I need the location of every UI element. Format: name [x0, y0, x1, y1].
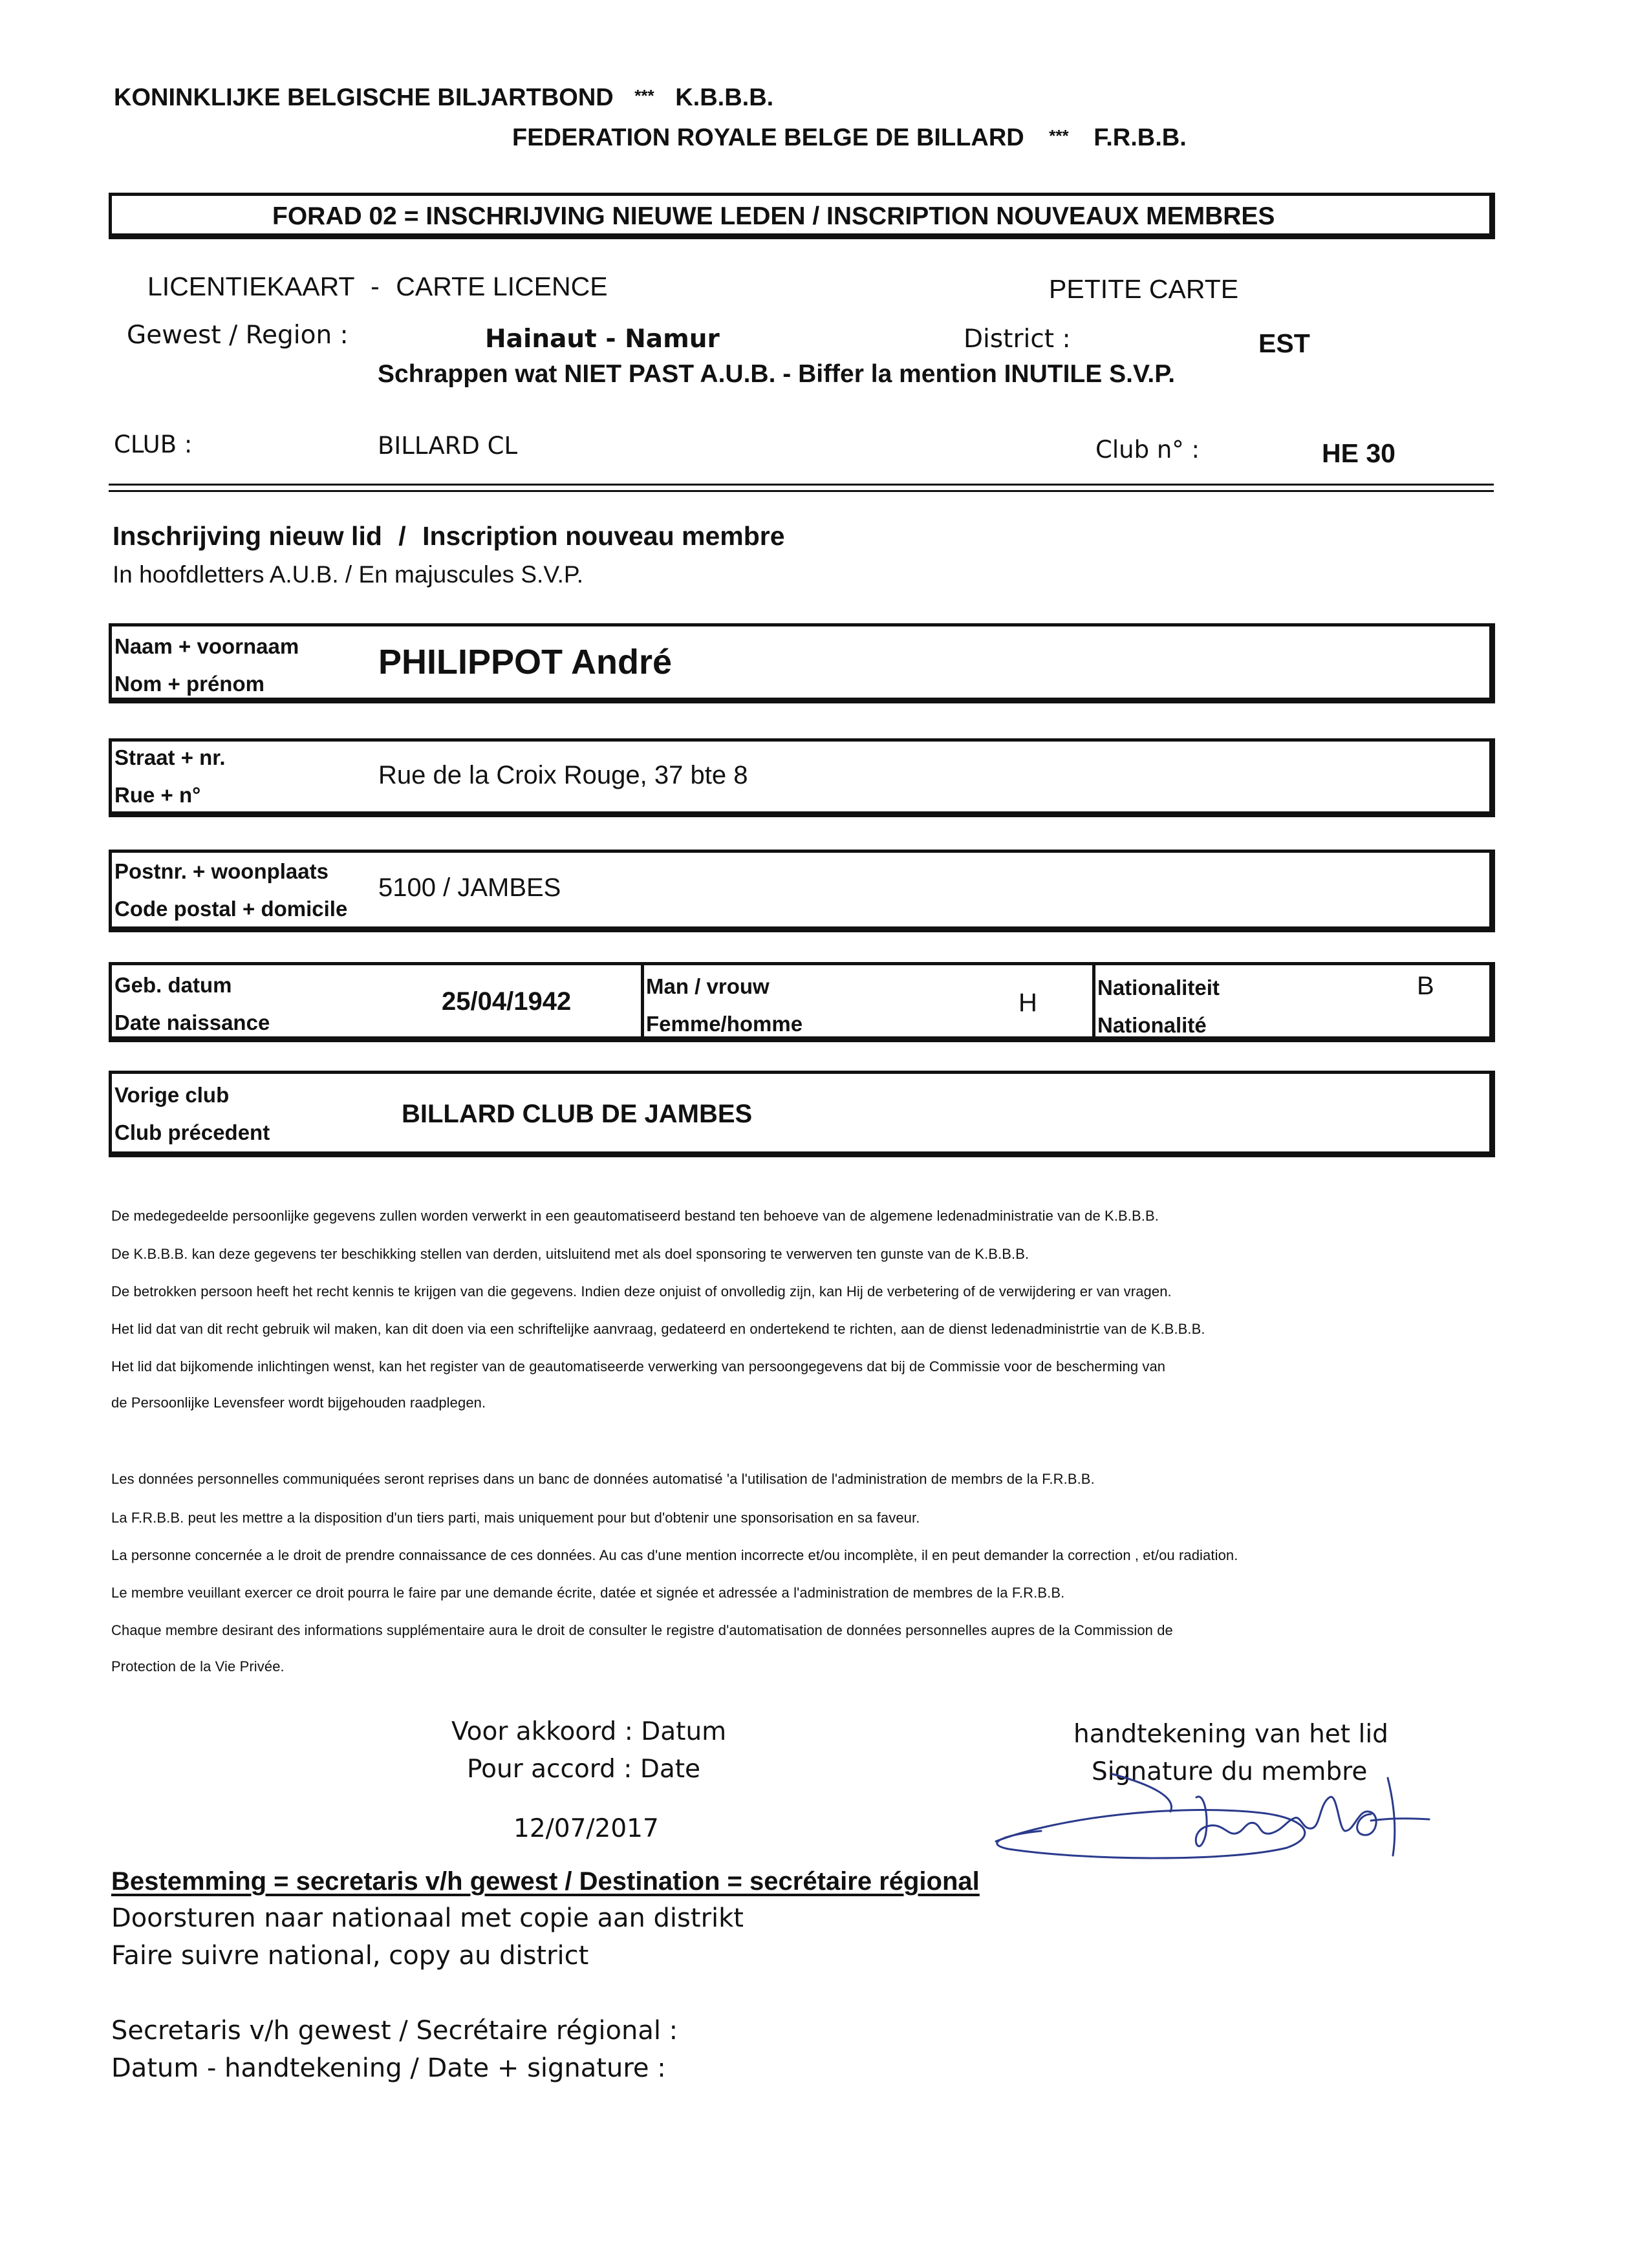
signature-label-nl: handtekening van het lid [1073, 1720, 1388, 1749]
strike-note: Schrappen wat NIET PAST A.U.B. - Biffer la mention INUTILE S.V.P. [378, 360, 1176, 388]
licence-type-fr: CARTE LICENCE [396, 272, 608, 301]
privacy-nl-line-2: De K.B.B.B. kan deze gegevens ter beschikking stellen van derden, uitsluitend met als doel sponsoring te verwerven ten gunste van de K.B.B.B. [111, 1246, 1029, 1262]
licence-type-nl: LICENTIEKAART [147, 272, 354, 301]
form-title: FORAD 02 = INSCHRIJVING NIEUWE LEDEN / INSCRIPTION NOUVEAUX MEMBRES [272, 202, 1275, 230]
postal-label-fr: Code postal + domicile [114, 897, 348, 921]
club-name: BILLARD CL [378, 432, 518, 460]
destination-line-fr: Faire suivre national, copy au district [111, 1941, 589, 1971]
org-line-fr [512, 124, 1187, 152]
name-value: PHILIPPOT André [378, 643, 673, 681]
privacy-nl-line-4: Het lid dat van dit recht gebruik wil maken, kan dit doen via een schriftelijke aanvraag, gedateerd en ondertekend te richten, aan de dienst ledenadministrtie van de K.B.B.B. [111, 1321, 1205, 1337]
privacy-nl-line-1: De medegedeelde persoonlijke gegevens zullen worden verwerkt in een geautomatiseerd bestand ten behoeve van de algemene ledenadministratie van de K.B.B.B. [111, 1208, 1159, 1224]
birth-sex-nationality-box [109, 962, 1495, 1042]
previous-club-box [109, 1071, 1495, 1157]
name-label-fr: Nom + prénom [114, 672, 264, 696]
sex-value: H [1018, 989, 1037, 1017]
district-label: District : [964, 325, 1071, 354]
agreement-label-nl: Voor akkoord : Datum [451, 1717, 727, 1746]
privacy-fr-line-1: Les données personnelles communiquées seront reprises dans un banc de données automatisé 'a l'utilisation de l'administration de membrs de la F.R.B.B. [111, 1471, 1095, 1487]
previous-club-label-fr: Club précedent [114, 1120, 270, 1144]
registration-heading [113, 521, 785, 551]
agreement-label-fr: Pour accord : Date [467, 1755, 701, 1784]
date-signature-label: Datum - handtekening / Date + signature : [111, 2053, 666, 2083]
form-title-box [109, 193, 1495, 239]
licence-type-line [147, 272, 608, 302]
nationality-value: B [1417, 972, 1434, 1000]
licence-type-sep: - [371, 272, 380, 301]
postal-label-nl: Postnr. + woonplaats [114, 859, 329, 883]
registration-heading-nl: Inschrijving nieuw lid [113, 521, 382, 551]
destination-line-nl: Doorsturen naar nationaal met copie aan distrikt [111, 1903, 744, 1933]
privacy-fr-line-2: La F.R.B.B. peut les mettre a la disposition d'un tiers parti, mais uniquement pour but d'obtenir une sponsorisation en sa faveur. [111, 1510, 920, 1526]
postal-value: 5100 / JAMBES [378, 873, 561, 902]
org-stars-fr: *** [1049, 126, 1069, 145]
street-field-box [109, 738, 1495, 817]
birth-label-nl: Geb. datum [114, 973, 232, 997]
privacy-nl-line-5: Het lid dat bijkomende inlichtingen wenst, kan het register van de geautomatiseerde verwerking van persoongegevens dat bij de Commissie voor de bescherming van [111, 1358, 1166, 1375]
birth-value: 25/04/1942 [442, 987, 572, 1016]
destination-heading: Bestemming = secretaris v/h gewest / Destination = secrétaire régional [111, 1867, 980, 1896]
privacy-nl-line-3: De betrokken persoon heeft het recht kennis te krijgen van die gegevens. Indien deze onjuist of onvolledig zijn, kan Hij de verbetering of de verwijdering er van vragen. [111, 1283, 1172, 1300]
street-label-nl: Straat + nr. [114, 745, 226, 769]
agreement-date: 12/07/2017 [513, 1814, 659, 1843]
privacy-fr-line-3: La personne concernée a le droit de prendre connaissance de ces données. Au cas d'une mention incorrecte et/ou incomplète, il en peut demander la correction , et/ou radiation. [111, 1547, 1238, 1563]
street-label-fr: Rue + n° [114, 783, 201, 807]
region-value: Hainaut - Namur [485, 325, 720, 354]
signature-label-fr: Signature du membre [1092, 1757, 1368, 1786]
name-label-nl: Naam + voornaam [114, 634, 299, 658]
card-size: PETITE CARTE [1049, 274, 1239, 304]
club-number-label: Club n° : [1095, 436, 1200, 464]
region-label: Gewest / Region : [127, 321, 349, 350]
district-value: EST [1258, 328, 1310, 358]
caps-note: In hoofdletters A.U.B. / En majuscules S.V.P. [113, 561, 584, 588]
org-abbr-nl: K.B.B.B. [675, 84, 774, 111]
divider-top [109, 484, 1494, 486]
privacy-fr-line-6: Protection de la Vie Privée. [111, 1658, 285, 1674]
birth-sex-divider [641, 965, 644, 1036]
privacy-fr-line-5: Chaque membre desirant des informations supplémentaire aura le droit de consulter le registre d'automatisation de données personnelles aupres de la Commission de [111, 1622, 1173, 1638]
birth-label-fr: Date naissance [114, 1011, 270, 1034]
sex-label-nl: Man / vrouw [646, 974, 770, 998]
sex-label-fr: Femme/homme [646, 1012, 803, 1036]
privacy-nl-line-6: de Persoonlijke Levensfeer wordt bijgehouden raadplegen. [111, 1395, 486, 1411]
club-label: CLUB : [114, 431, 193, 458]
org-abbr-fr: F.R.B.B. [1094, 124, 1187, 151]
street-value: Rue de la Croix Rouge, 37 bte 8 [378, 761, 748, 789]
previous-club-label-nl: Vorige club [114, 1083, 230, 1107]
registration-heading-fr: Inscription nouveau membre [422, 521, 785, 551]
org-stars-nl: *** [634, 86, 654, 105]
previous-club-value: BILLARD CLUB DE JAMBES [402, 1100, 753, 1128]
sex-nationality-divider [1092, 965, 1095, 1036]
signature-icon [983, 1759, 1449, 1875]
org-name-nl: KONINKLIJKE BELGISCHE BILJARTBOND [114, 84, 614, 111]
secretary-label: Secretaris v/h gewest / Secrétaire régional : [111, 2016, 678, 2046]
club-number-value: HE 30 [1322, 438, 1396, 468]
postal-field-box [109, 850, 1495, 932]
privacy-fr-line-4: Le membre veuillant exercer ce droit pourra le faire par une demande écrite, datée et signée et adressée a l'administration de membres de la F.R.B.B. [111, 1585, 1065, 1601]
nationality-label-nl: Nationaliteit [1097, 976, 1220, 1000]
nationality-label-fr: Nationalité [1097, 1013, 1207, 1037]
org-line-nl [114, 84, 773, 112]
org-name-fr: FEDERATION ROYALE BELGE DE BILLARD [512, 124, 1024, 151]
divider-bottom [109, 490, 1494, 492]
registration-heading-sep: / [398, 521, 406, 551]
name-field-box [109, 623, 1495, 703]
